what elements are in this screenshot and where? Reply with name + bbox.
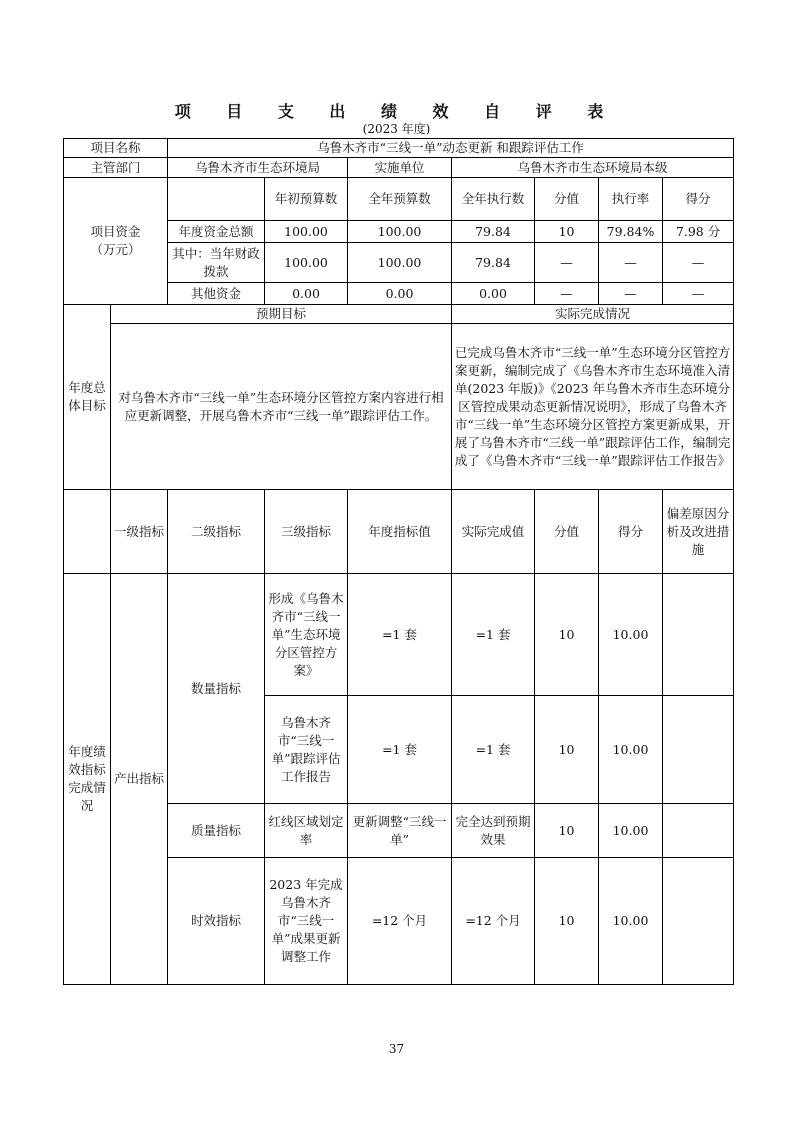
funds-cell: 79.84% — [599, 221, 663, 243]
indicator-header: 年度指标值 — [348, 490, 452, 574]
page-number: 37 — [388, 1042, 405, 1056]
goals-actual-label: 实际完成情况 — [452, 305, 734, 324]
funds-cell: — — [663, 243, 734, 283]
funds-cell: 100.00 — [348, 221, 452, 243]
indicator-header: 实际完成值 — [452, 490, 535, 574]
indicator-header-row — [64, 490, 734, 574]
dept-label: 主管部门 — [64, 158, 168, 178]
indicator-reason — [663, 696, 734, 804]
indicator-header: 偏差原因分析及改进措施 — [663, 490, 734, 574]
indicator-got: 10.00 — [599, 574, 663, 696]
indicator-header: 得分 — [599, 490, 663, 574]
funds-cell: 79.84 — [452, 243, 535, 283]
indicator-actual: 完全达到预期效果 — [452, 804, 535, 858]
funds-cell: 0.00 — [452, 283, 535, 305]
funds-row-name: 年度资金总额 — [168, 221, 265, 243]
indicator-level2: 质量指标 — [168, 804, 265, 858]
indicator-actual: =1 套 — [452, 574, 535, 696]
funds-header: 全年预算数 — [348, 178, 452, 221]
evaluation-table — [63, 138, 734, 985]
indicator-level3: 红线区域划定率 — [265, 804, 348, 858]
indicator-score: 10 — [535, 696, 599, 804]
indicator-section-label: 年度绩效指标完成情况 — [64, 574, 111, 985]
funds-row-name: 其中：当年财政拨款 — [168, 243, 265, 283]
funds-label-text: 项目资金 （万元） — [90, 224, 141, 257]
row-project-name — [64, 139, 734, 158]
funds-cell: 100.00 — [265, 221, 348, 243]
dept-value: 乌鲁木齐市生态环境局 — [168, 158, 348, 178]
funds-cell: — — [535, 243, 599, 283]
funds-cell: — — [663, 283, 734, 305]
indicator-actual: =12 个月 — [452, 858, 535, 985]
goals-expected: 对乌鲁木齐市“三线一单”生态环境分区管控方案内容进行相应更新调整，开展乌鲁木齐市“三线一单”跟踪评估工作。 — [111, 324, 452, 490]
indicator-reason — [663, 858, 734, 985]
indicator-got: 10.00 — [599, 804, 663, 858]
funds-header: 得分 — [663, 178, 734, 221]
funds-cell: 10 — [535, 221, 599, 243]
funds-label — [64, 178, 168, 305]
impl-label: 实施单位 — [348, 158, 452, 178]
indicator-level2: 时效指标 — [168, 858, 265, 985]
indicator-target: =1 套 — [348, 696, 452, 804]
goals-label: 年度总体目标 — [64, 305, 111, 490]
doc-title: 项 目 支 出 绩 效 自 评 表 — [174, 102, 619, 121]
funds-header: 执行率 — [599, 178, 663, 221]
indicator-got: 10.00 — [599, 696, 663, 804]
indicator-score: 10 — [535, 804, 599, 858]
funds-cell: 100.00 — [348, 243, 452, 283]
funds-header: 年初预算数 — [265, 178, 348, 221]
row-dept — [64, 158, 734, 178]
doc-subtitle: (2023 年度) — [362, 122, 431, 136]
impl-value: 乌鲁木齐市生态环境局本级 — [452, 158, 734, 178]
indicator-score: 10 — [535, 858, 599, 985]
funds-header-blank — [168, 178, 265, 221]
goals-actual: 已完成乌鲁木齐市“三线一单”生态环境分区管控方案更新，编制完成了《乌鲁木齐市生态环境准入清单(2023 年版)》《2023 年乌鲁木齐市生态环境分区管控成果动态更新情况说明》，形成了乌鲁木齐市“三线一单”生态环境分区管控方案更新成果，开展了乌鲁木齐市“三线一单”跟踪评估工作，编制完成了《乌鲁木齐市“三线一单”跟踪评估工作报告》 — [452, 324, 734, 490]
goals-header-row — [64, 305, 734, 324]
indicator-row — [64, 574, 734, 696]
funds-row-name: 其他资金 — [168, 283, 265, 305]
indicator-header: 二级指标 — [168, 490, 265, 574]
indicator-level2: 数量指标 — [168, 574, 265, 804]
project-name-label: 项目名称 — [64, 139, 168, 158]
indicator-target: =12 个月 — [348, 858, 452, 985]
indicator-reason — [663, 574, 734, 696]
indicator-header: 分值 — [535, 490, 599, 574]
indicator-level1: 产出指标 — [111, 574, 168, 985]
indicator-score: 10 — [535, 574, 599, 696]
indicator-header: 一级指标 — [111, 490, 168, 574]
funds-cell: 79.84 — [452, 221, 535, 243]
indicator-header: 三级指标 — [265, 490, 348, 574]
indicator-target: 更新调整“三线一单” — [348, 804, 452, 858]
indicator-level3: 形成《乌鲁木齐市“三线一单”生态环境分区管控方案》 — [265, 574, 348, 696]
indicator-header-blank — [64, 490, 111, 574]
indicator-reason — [663, 804, 734, 858]
indicator-level3: 乌鲁木齐市“三线一单”跟踪评估工作报告 — [265, 696, 348, 804]
funds-cell: — — [599, 243, 663, 283]
funds-cell: 0.00 — [348, 283, 452, 305]
project-name: 乌鲁木齐市“三线一单”动态更新 和跟踪评估工作 — [168, 139, 734, 158]
indicator-target: =1 套 — [348, 574, 452, 696]
indicator-level3: 2023 年完成乌鲁木齐市“三线一单”成果更新调整工作 — [265, 858, 348, 985]
funds-cell: — — [599, 283, 663, 305]
goals-expected-label: 预期目标 — [111, 305, 452, 324]
funds-cell: — — [535, 283, 599, 305]
indicator-actual: =1 套 — [452, 696, 535, 804]
funds-header: 全年执行数 — [452, 178, 535, 221]
funds-cell: 100.00 — [265, 243, 348, 283]
goals-content-row — [64, 324, 734, 490]
funds-cell: 7.98 分 — [663, 221, 734, 243]
funds-header: 分值 — [535, 178, 599, 221]
indicator-got: 10.00 — [599, 858, 663, 985]
funds-header-row — [64, 178, 734, 221]
funds-cell: 0.00 — [265, 283, 348, 305]
